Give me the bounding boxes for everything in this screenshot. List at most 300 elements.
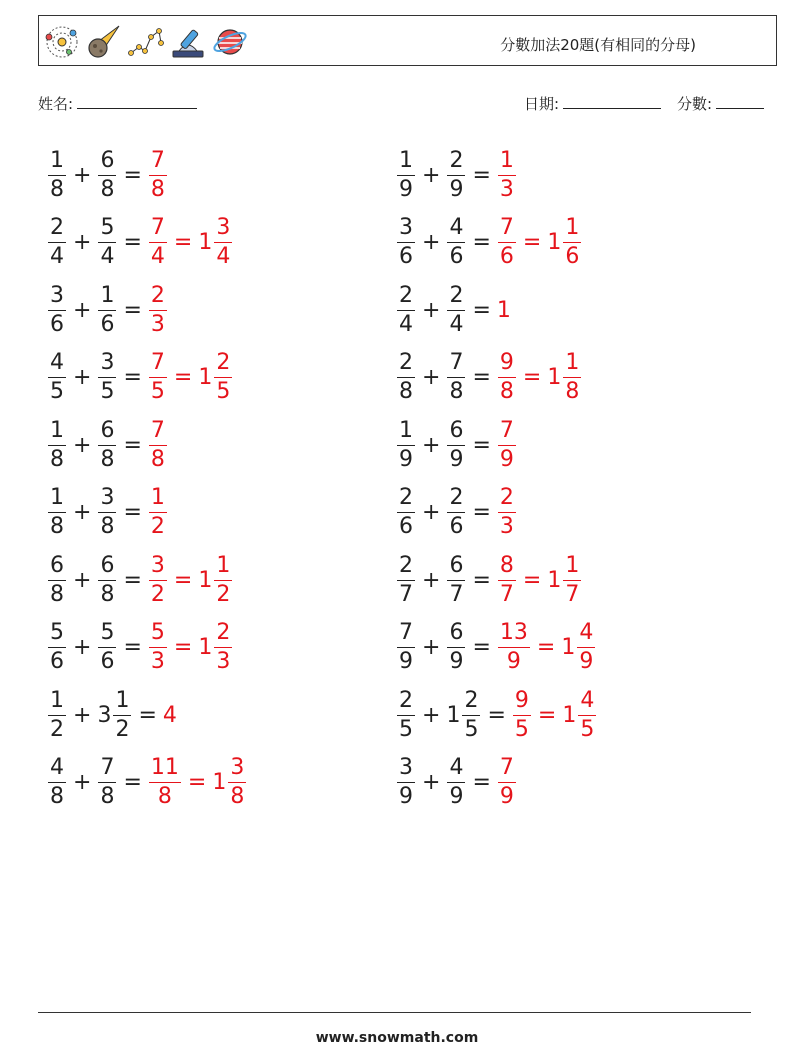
plus-sign: + — [73, 365, 92, 390]
answer — [561, 622, 596, 673]
addend — [396, 622, 416, 673]
comet-icon — [85, 23, 123, 61]
plus-sign: + — [422, 770, 441, 795]
solar-system-icon — [43, 23, 81, 61]
numerator: 2 — [397, 690, 415, 716]
addend — [47, 487, 67, 538]
denominator: 9 — [499, 446, 514, 472]
equals-sign: = — [472, 567, 491, 593]
date-field[interactable] — [524, 93, 661, 114]
addend — [446, 552, 466, 607]
numerator: 3 — [98, 487, 116, 513]
problem-item — [396, 680, 597, 750]
fraction — [98, 622, 116, 673]
answer — [547, 217, 582, 268]
answer — [512, 687, 532, 742]
denominator: 6 — [449, 514, 464, 539]
denominator: 4 — [399, 311, 413, 337]
equals-sign: = — [173, 635, 193, 660]
equals-sign: = — [472, 162, 491, 188]
numerator: 1 — [498, 150, 516, 176]
fraction — [397, 147, 415, 202]
fraction — [48, 552, 66, 607]
denominator: 6 — [499, 244, 514, 269]
fraction — [48, 352, 66, 403]
fraction — [149, 552, 167, 607]
numerator: 2 — [462, 690, 480, 716]
fraction — [149, 217, 167, 268]
problem-item — [47, 410, 168, 480]
numerator: 4 — [48, 757, 66, 783]
numerator: 2 — [214, 622, 232, 648]
answer — [497, 352, 517, 403]
addend — [47, 687, 67, 742]
plus-sign: + — [73, 432, 92, 458]
denominator: 4 — [50, 244, 64, 269]
fraction — [149, 352, 167, 403]
denominator: 7 — [565, 581, 580, 607]
equals-sign: = — [487, 702, 506, 728]
fraction — [397, 552, 415, 607]
numerator: 3 — [214, 217, 232, 243]
numerator: 4 — [578, 690, 596, 716]
fraction — [149, 757, 181, 808]
plus-sign: + — [73, 567, 92, 593]
numerator: 3 — [228, 757, 246, 783]
denominator: 9 — [449, 649, 464, 674]
problem-item — [396, 613, 596, 683]
numerator: 1 — [397, 420, 415, 446]
denominator: 5 — [464, 716, 479, 742]
whole-number: 1 — [446, 702, 461, 728]
numerator: 2 — [397, 487, 415, 513]
denominator: 6 — [50, 649, 64, 674]
fraction — [577, 622, 595, 673]
addend — [396, 417, 416, 472]
fraction — [149, 487, 167, 538]
problem-item — [47, 343, 233, 413]
addend — [97, 757, 117, 808]
numerator: 8 — [498, 555, 516, 581]
numerator: 1 — [48, 690, 66, 716]
denominator: 8 — [230, 784, 245, 809]
denominator: 7 — [499, 581, 514, 607]
fraction — [397, 687, 415, 742]
fraction — [498, 757, 516, 808]
fraction — [447, 147, 465, 202]
denominator: 8 — [50, 514, 64, 539]
equals-sign: = — [138, 702, 157, 728]
numerator: 1 — [397, 150, 415, 176]
answer — [497, 217, 517, 268]
denominator: 3 — [150, 649, 165, 674]
numerator: 3 — [397, 757, 415, 783]
answer — [497, 487, 517, 538]
plus-sign: + — [422, 230, 441, 255]
plus-sign: + — [422, 297, 441, 323]
numerator: 7 — [98, 757, 116, 783]
denominator: 8 — [50, 446, 64, 472]
denominator: 8 — [50, 784, 64, 809]
fraction — [447, 487, 465, 538]
fraction — [228, 757, 246, 808]
addend — [47, 552, 67, 607]
denominator: 8 — [100, 581, 115, 607]
addend — [97, 417, 117, 472]
fraction — [498, 487, 516, 538]
fraction — [149, 622, 167, 673]
fraction — [214, 217, 232, 268]
score-line[interactable] — [716, 94, 764, 109]
numerator: 6 — [447, 420, 465, 446]
addend — [97, 687, 132, 742]
denominator: 6 — [449, 244, 464, 269]
whole-number: 4 — [162, 702, 177, 728]
fraction — [48, 622, 66, 673]
answer — [547, 552, 582, 607]
fraction — [397, 217, 415, 268]
answer — [212, 757, 247, 808]
numerator: 5 — [149, 622, 167, 648]
name-field[interactable] — [38, 93, 197, 114]
addend — [396, 687, 416, 742]
plus-sign: + — [422, 162, 441, 188]
answer — [148, 417, 168, 472]
fraction — [113, 687, 131, 742]
fraction — [447, 622, 465, 673]
numerator: 2 — [498, 487, 516, 513]
addend — [396, 282, 416, 337]
numerator: 3 — [48, 285, 66, 311]
denominator: 6 — [399, 514, 413, 539]
answer — [497, 757, 517, 808]
plus-sign: + — [73, 635, 92, 660]
denominator: 9 — [449, 176, 464, 202]
numerator: 1 — [563, 352, 581, 378]
fraction — [98, 352, 116, 403]
equals-sign: = — [123, 365, 142, 390]
numerator: 6 — [447, 622, 465, 648]
fraction — [563, 352, 581, 403]
plus-sign: + — [73, 500, 92, 525]
denominator: 8 — [157, 784, 172, 809]
answer — [148, 352, 168, 403]
numerator: 2 — [397, 352, 415, 378]
problem-item — [47, 478, 168, 548]
answer — [497, 622, 531, 673]
fraction — [98, 417, 116, 472]
numerator: 1 — [113, 690, 131, 716]
denominator: 2 — [150, 581, 165, 607]
addend — [396, 217, 416, 268]
whole-number: 1 — [547, 567, 562, 593]
denominator: 8 — [50, 581, 64, 607]
equals-sign: = — [123, 770, 142, 795]
addend — [446, 622, 466, 673]
equals-sign: = — [123, 297, 142, 323]
equals-sign: = — [123, 230, 142, 255]
equals-sign: = — [173, 365, 193, 390]
equals-sign: = — [472, 500, 491, 525]
addend — [47, 352, 67, 403]
header-box — [38, 15, 777, 66]
numerator: 3 — [397, 217, 415, 243]
answer — [148, 487, 168, 538]
problem-item — [47, 275, 168, 345]
equals-sign: = — [472, 432, 491, 458]
answer — [198, 352, 233, 403]
denominator: 2 — [150, 514, 165, 539]
addend — [446, 417, 466, 472]
fraction — [214, 352, 232, 403]
name-label: 姓名: — [38, 95, 74, 113]
problem-item — [396, 748, 517, 818]
denominator: 9 — [399, 446, 413, 472]
addend — [97, 147, 117, 202]
denominator: 7 — [449, 581, 464, 607]
addend — [47, 757, 67, 808]
problem-item — [396, 545, 582, 615]
denominator: 8 — [100, 176, 115, 202]
denominator: 9 — [499, 784, 514, 809]
numerator: 1 — [98, 285, 116, 311]
numerator: 7 — [397, 622, 415, 648]
numerator: 2 — [214, 352, 232, 378]
fraction — [397, 622, 415, 673]
addend — [47, 147, 67, 202]
answer — [198, 552, 233, 607]
numerator: 7 — [447, 352, 465, 378]
numerator: 2 — [447, 150, 465, 176]
whole-number: 1 — [198, 567, 213, 593]
fraction — [447, 552, 465, 607]
equals-sign: = — [123, 567, 142, 593]
addend — [47, 417, 67, 472]
plus-sign: + — [73, 702, 92, 728]
planet-icon — [211, 23, 249, 61]
numerator: 6 — [98, 420, 116, 446]
addend — [97, 552, 117, 607]
date-line[interactable] — [563, 94, 661, 109]
footer-url: www.snowmath.com — [315, 1030, 479, 1046]
problem-item — [47, 748, 247, 818]
numerator: 7 — [149, 352, 167, 378]
plus-sign: + — [422, 432, 441, 458]
fraction — [48, 217, 66, 268]
equals-sign: = — [123, 500, 142, 525]
plus-sign: + — [422, 567, 441, 593]
fraction — [98, 757, 116, 808]
numerator: 5 — [98, 217, 116, 243]
numerator: 1 — [149, 487, 167, 513]
addend — [446, 487, 466, 538]
addend — [396, 352, 416, 403]
denominator: 3 — [499, 176, 514, 202]
answer — [497, 298, 512, 323]
name-line[interactable] — [77, 94, 197, 109]
addend — [97, 352, 117, 403]
score-field[interactable] — [677, 93, 764, 114]
fraction — [513, 687, 531, 742]
equals-sign: = — [522, 567, 542, 593]
whole-number: 1 — [562, 702, 577, 728]
plus-sign: + — [422, 702, 441, 728]
denominator: 2 — [115, 716, 130, 742]
numerator: 1 — [563, 217, 581, 243]
numerator: 1 — [48, 487, 66, 513]
fraction — [149, 417, 167, 472]
whole-number: 1 — [561, 635, 576, 660]
answer — [497, 147, 517, 202]
plus-sign: + — [422, 635, 441, 660]
whole-number: 1 — [198, 230, 213, 255]
numerator: 2 — [149, 285, 167, 311]
denominator: 3 — [150, 311, 165, 337]
fraction — [563, 217, 581, 268]
whole-number: 1 — [547, 365, 562, 390]
fraction — [48, 687, 66, 742]
fraction — [149, 147, 167, 202]
denominator: 9 — [399, 784, 413, 809]
answer — [497, 417, 517, 472]
addend — [97, 622, 117, 673]
header-icons — [43, 23, 249, 61]
fraction — [397, 757, 415, 808]
fraction — [214, 622, 232, 673]
plus-sign: + — [73, 770, 92, 795]
answer — [148, 757, 182, 808]
fraction — [397, 352, 415, 403]
denominator: 9 — [506, 649, 521, 674]
numerator: 13 — [498, 622, 530, 648]
numerator: 5 — [48, 622, 66, 648]
denominator: 9 — [579, 649, 594, 674]
addend — [446, 147, 466, 202]
addend — [47, 217, 67, 268]
plus-sign: + — [73, 297, 92, 323]
addend — [47, 622, 67, 673]
plus-sign: + — [422, 500, 441, 525]
denominator: 4 — [216, 244, 231, 269]
date-label: 日期: — [524, 95, 560, 113]
denominator: 5 — [514, 716, 529, 742]
denominator: 4 — [449, 311, 464, 337]
denominator: 8 — [499, 379, 514, 404]
equals-sign: = — [123, 162, 142, 188]
addend — [396, 147, 416, 202]
answer — [198, 622, 233, 673]
denominator: 8 — [449, 379, 464, 404]
addend — [396, 552, 416, 607]
denominator: 3 — [216, 649, 231, 674]
whole-number: 1 — [496, 297, 511, 323]
addend — [396, 757, 416, 808]
denominator: 9 — [449, 446, 464, 472]
numerator: 6 — [48, 555, 66, 581]
numerator: 2 — [397, 285, 415, 311]
answer — [562, 687, 597, 742]
fraction — [98, 147, 116, 202]
numerator: 5 — [98, 622, 116, 648]
denominator: 8 — [565, 379, 580, 404]
numerator: 2 — [397, 555, 415, 581]
denominator: 8 — [100, 514, 115, 539]
denominator: 2 — [50, 716, 64, 742]
fraction — [48, 147, 66, 202]
problem-item — [396, 140, 517, 210]
numerator: 7 — [498, 217, 516, 243]
answer — [148, 217, 168, 268]
addend — [396, 487, 416, 538]
fraction — [498, 417, 516, 472]
fraction — [447, 757, 465, 808]
footer-divider — [38, 1012, 751, 1013]
problem-item — [396, 410, 517, 480]
addend — [97, 487, 117, 538]
whole-number: 1 — [198, 365, 213, 390]
numerator: 4 — [447, 757, 465, 783]
problem-item — [396, 478, 517, 548]
numerator: 2 — [447, 285, 465, 311]
equals-sign: = — [123, 635, 142, 660]
fraction — [498, 352, 516, 403]
fraction — [397, 282, 415, 337]
numerator: 4 — [577, 622, 595, 648]
denominator: 8 — [100, 784, 115, 809]
equals-sign: = — [173, 230, 193, 255]
fraction — [498, 552, 516, 607]
equals-sign: = — [472, 770, 491, 795]
numerator: 4 — [48, 352, 66, 378]
fraction — [98, 282, 116, 337]
telescope-icon — [169, 23, 207, 61]
equals-sign: = — [537, 702, 557, 728]
equals-sign: = — [522, 365, 542, 390]
equals-sign: = — [472, 635, 491, 660]
denominator: 5 — [216, 379, 231, 404]
fraction — [149, 282, 167, 337]
equals-sign: = — [472, 365, 491, 390]
problem-item — [47, 140, 168, 210]
denominator: 8 — [150, 446, 165, 472]
fraction — [447, 352, 465, 403]
fraction — [447, 282, 465, 337]
plus-sign: + — [73, 230, 92, 255]
numerator: 1 — [563, 555, 581, 581]
addend — [446, 352, 466, 403]
problem-item — [47, 545, 233, 615]
answer — [148, 552, 168, 607]
fraction — [578, 687, 596, 742]
addend — [97, 217, 117, 268]
answer — [148, 282, 168, 337]
numerator: 3 — [98, 352, 116, 378]
denominator: 9 — [399, 176, 413, 202]
numerator: 2 — [48, 217, 66, 243]
fraction — [48, 487, 66, 538]
equals-sign: = — [536, 635, 556, 660]
numerator: 3 — [149, 555, 167, 581]
score-label: 分數: — [677, 95, 713, 113]
fraction — [48, 417, 66, 472]
whole-number: 1 — [198, 635, 213, 660]
numerator: 7 — [498, 757, 516, 783]
fraction — [48, 757, 66, 808]
problem-item — [47, 613, 233, 683]
numerator: 4 — [447, 217, 465, 243]
numerator: 1 — [48, 420, 66, 446]
fraction — [98, 552, 116, 607]
